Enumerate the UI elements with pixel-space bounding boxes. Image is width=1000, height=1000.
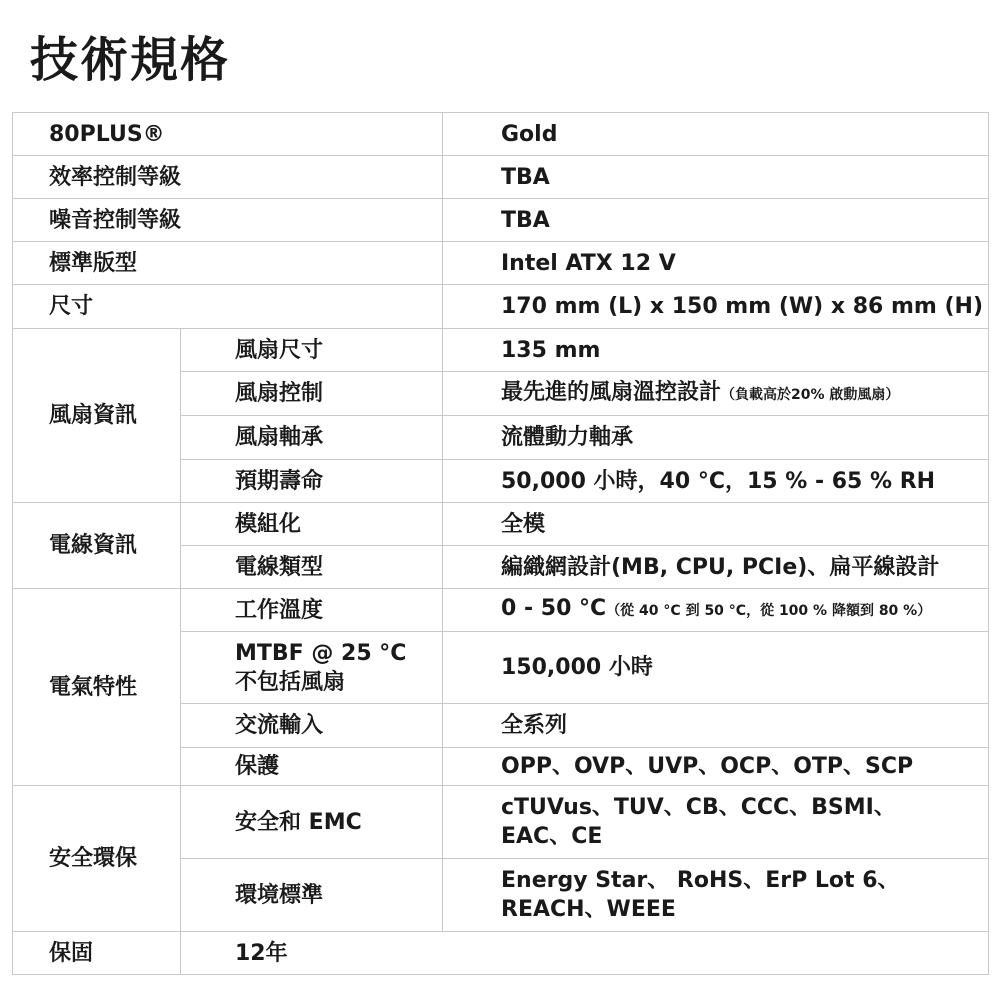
- spec-label: MTBF @ 25 °C: [235, 640, 407, 666]
- table-row: [13, 113, 989, 156]
- spec-label: 風扇控制: [181, 372, 443, 416]
- table-row: [13, 199, 989, 242]
- spec-value: Gold: [443, 113, 989, 156]
- spec-value: 流體動力軸承: [443, 416, 989, 460]
- spec-value: 50,000 小時，40 °C，15 % - 65 % RH: [443, 460, 989, 503]
- spec-value: REACH、WEEE: [501, 897, 676, 922]
- spec-label: 尺寸: [13, 285, 443, 329]
- spec-label: 保護: [181, 748, 443, 786]
- spec-label: 風扇尺寸: [181, 329, 443, 372]
- spec-label: 環境標準: [181, 859, 443, 932]
- spec-value-cell: [443, 589, 989, 632]
- group-label: 電線資訊: [13, 503, 181, 589]
- spec-value: Energy Star、 RoHS、ErP Lot 6、: [501, 868, 900, 893]
- group-label: 風扇資訊: [13, 329, 181, 503]
- table-row: [13, 285, 989, 329]
- table-row: [13, 786, 989, 859]
- spec-value: EAC、CE: [501, 824, 603, 849]
- spec-value: OPP、OVP、UVP、OCP、OTP、SCP: [443, 748, 989, 786]
- spec-label: 效率控制等級: [13, 156, 443, 199]
- table-row: [13, 156, 989, 199]
- spec-label: 風扇軸承: [181, 416, 443, 460]
- table-row: [13, 589, 989, 632]
- spec-value: 編織網設計(MB, CPU, PCIe)、扁平線設計: [443, 546, 989, 589]
- spec-value: TBA: [443, 156, 989, 199]
- spec-value: TBA: [443, 199, 989, 242]
- spec-label: 不包括風扇: [235, 669, 346, 695]
- spec-label: 模組化: [181, 503, 443, 546]
- spec-value: 150,000 小時: [443, 632, 989, 704]
- spec-value-cell: [443, 786, 989, 859]
- spec-label: 安全和 EMC: [181, 786, 443, 859]
- table-row: [13, 329, 989, 372]
- spec-value-cell: [443, 372, 989, 416]
- spec-value: 全模: [443, 503, 989, 546]
- group-label: 安全環保: [13, 786, 181, 932]
- spec-value: 最先進的風扇溫控設計: [501, 379, 722, 405]
- spec-label-cell: [181, 632, 443, 704]
- spec-label: 交流輸入: [181, 704, 443, 748]
- spec-table: [12, 112, 989, 975]
- spec-label: 保固: [13, 932, 181, 975]
- spec-value: 0 - 50 °C: [501, 596, 607, 621]
- spec-value: 12年: [181, 932, 989, 975]
- group-label: 電氣特性: [13, 589, 181, 786]
- spec-label: 噪音控制等級: [13, 199, 443, 242]
- spec-label: 預期壽命: [181, 460, 443, 503]
- spec-note: （從 40 °C 到 50 °C，從 100 % 降額到 80 %）: [606, 603, 932, 619]
- spec-value: 全系列: [443, 704, 989, 748]
- spec-value: 135 mm: [443, 329, 989, 372]
- spec-label: 電線類型: [181, 546, 443, 589]
- spec-note: （負載高於20% 啟動風扇）: [721, 386, 900, 403]
- spec-label: 80PLUS®: [13, 113, 443, 156]
- page-title: 技術規格: [30, 32, 231, 88]
- spec-label: 工作溫度: [181, 589, 443, 632]
- table-row: [13, 503, 989, 546]
- spec-label: 標準版型: [13, 242, 443, 285]
- table-row: [13, 932, 989, 975]
- spec-value: cTUVus、TUV、CB、CCC、BSMI、: [501, 795, 896, 820]
- spec-value: Intel ATX 12 V: [443, 242, 989, 285]
- spec-value: 170 mm (L) x 150 mm (W) x 86 mm (H): [443, 285, 989, 329]
- spec-value-cell: [443, 859, 989, 932]
- table-row: [13, 242, 989, 285]
